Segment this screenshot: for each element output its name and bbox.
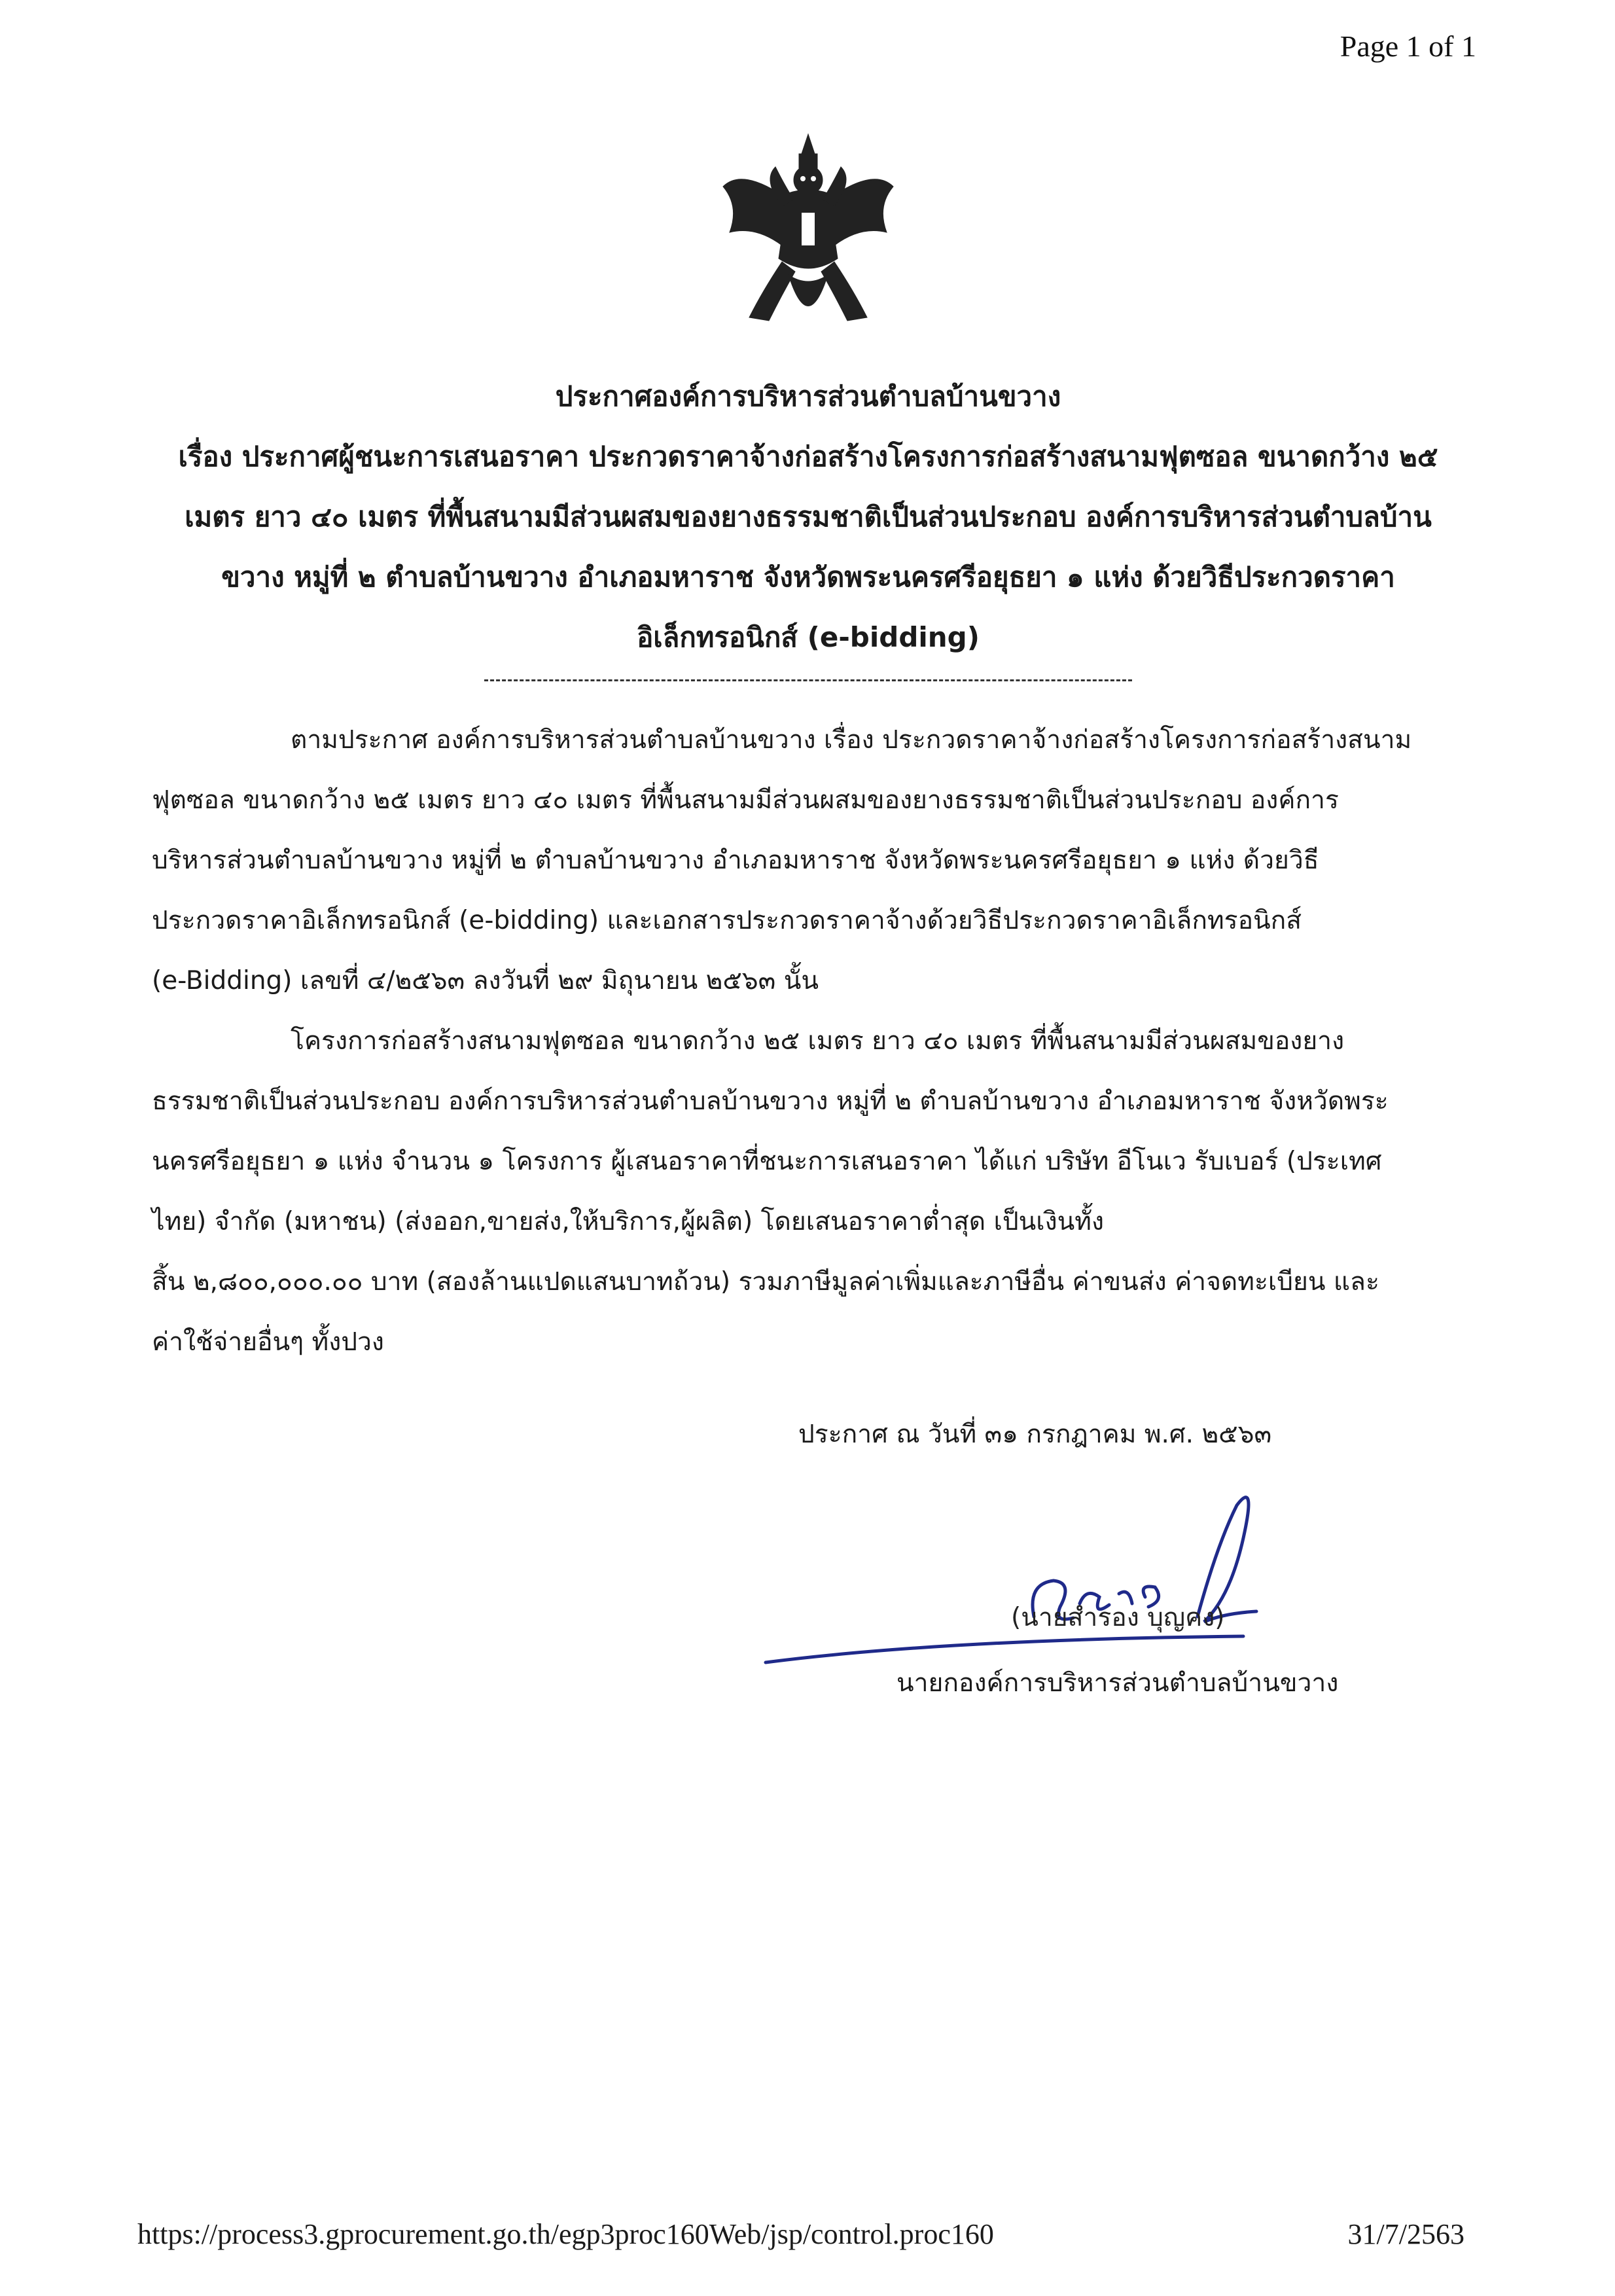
title-line-2: เมตร ยาว ๔๐ เมตร ที่พื้นสนามมีส่วนผสมของยางธรรมชาติเป็นส่วนประกอบ องค์การบริหารส่วนตำบลบ้าน [185, 501, 1432, 533]
paragraph-1 [152, 710, 1467, 1011]
garuda-emblem-icon [703, 128, 913, 350]
title-org: ประกาศองค์การบริหารส่วนตำบลบ้านขวาง [555, 380, 1061, 412]
footer-url: https://process3.gprocurement.go.th/egp3proc160Web/jsp/control.proc160 [137, 2218, 994, 2250]
handwritten-signature [746, 1466, 1309, 1676]
p1-line: บริหารส่วนตำบลบ้านขวาง หมู่ที่ ๒ ตำบลบ้านขวาง อำเภอมหาราช จังหวัดพระนครศรีอยุธยา ๑ แห่ง ด้วยวิธี [152, 846, 1319, 875]
p2-line: ธรรมชาติเป็นส่วนประกอบ องค์การบริหารส่วนตำบลบ้านขวาง หมู่ที่ ๒ ตำบลบ้านขวาง อำเภอมหาราช จังหวัดพระ [152, 1086, 1389, 1116]
p2-line: ไทย) จำกัด (มหาชน) (ส่งออก,ขายส่ง,ให้บริการ,ผู้ผลิต) โดยเสนอราคาต่ำสุด เป็นเงินทั้ง [152, 1207, 1105, 1236]
paragraph-2 [152, 1011, 1467, 1372]
p1-line: ตามประกาศ องค์การบริหารส่วนตำบลบ้านขวาง เรื่อง ประกวดราคาจ้างก่อสร้างโครงการก่อสร้างสนาม [291, 725, 1412, 755]
announcement-title [164, 367, 1453, 668]
title-line-3: ขวาง หมู่ที่ ๒ ตำบลบ้านขวาง อำเภอมหาราช จังหวัดพระนครศรีอยุธยา ๑ แห่ง ด้วยวิธีประกวดราคา [221, 561, 1395, 593]
p1-line: ประกวดราคาอิเล็กทรอนิกส์ (e-bidding) และเอกสารประกวดราคาจ้างด้วยวิธีประกวดราคาอิเล็กทรอนิกส์ [152, 906, 1302, 935]
p1-line: ฟุตซอล ขนาดกว้าง ๒๕ เมตร ยาว ๔๐ เมตร ที่พื้นสนามมีส่วนผสมของยางธรรมชาติเป็นส่วนประกอบ องค์การ [152, 785, 1339, 815]
title-line-4: อิเล็กทรอนิกส์ (e-bidding) [637, 621, 980, 653]
announcement-date: ประกาศ ณ วันที่ ๓๑ กรกฎาคม พ.ศ. ๒๕๖๓ [798, 1420, 1272, 1449]
p2-line: นครศรีอยุธยา ๑ แห่ง จำนวน ๑ โครงการ ผู้เสนอราคาที่ชนะการเสนอราคา ได้แก่ บริษัท อีโนเว รับเบอร์ (ประเทศ [152, 1147, 1382, 1176]
p2-line: โครงการก่อสร้างสนามฟุตซอล ขนาดกว้าง ๒๕ เมตร ยาว ๔๐ เมตร ที่พื้นสนามมีส่วนผสมของยาง [291, 1026, 1345, 1056]
signer-position: นายกองค์การบริหารส่วนตำบลบ้านขวาง [896, 1668, 1339, 1698]
title-line-1: เรื่อง ประกาศผู้ชนะการเสนอราคา ประกวดราคาจ้างก่อสร้างโครงการก่อสร้างสนามฟุตซอล ขนาดกว้าง ๒๕ [178, 440, 1438, 473]
dashed-divider [484, 679, 1132, 681]
p2-line: สิ้น ๒,๘๐๐,๐๐๐.๐๐ บาท (สองล้านแปดแสนบาทถ้วน) รวมภาษีมูลค่าเพิ่มและภาษีอื่น ค่าขนส่ง ค่าจดทะเบียน และ [152, 1267, 1379, 1297]
signer-name: (นายสำรอง บุญคง) [1011, 1603, 1225, 1632]
p2-line: ค่าใช้จ่ายอื่นๆ ทั้งปวง [152, 1327, 384, 1357]
footer-date: 31/7/2563 [1347, 2218, 1464, 2250]
announcement-body [152, 710, 1467, 1372]
p1-line: (e-Bidding) เลขที่ ๔/๒๕๖๓ ลงวันที่ ๒๙ มิถุนายน ๒๕๖๓ นั้น [152, 966, 819, 996]
page-number: Page 1 of 1 [1340, 29, 1476, 63]
